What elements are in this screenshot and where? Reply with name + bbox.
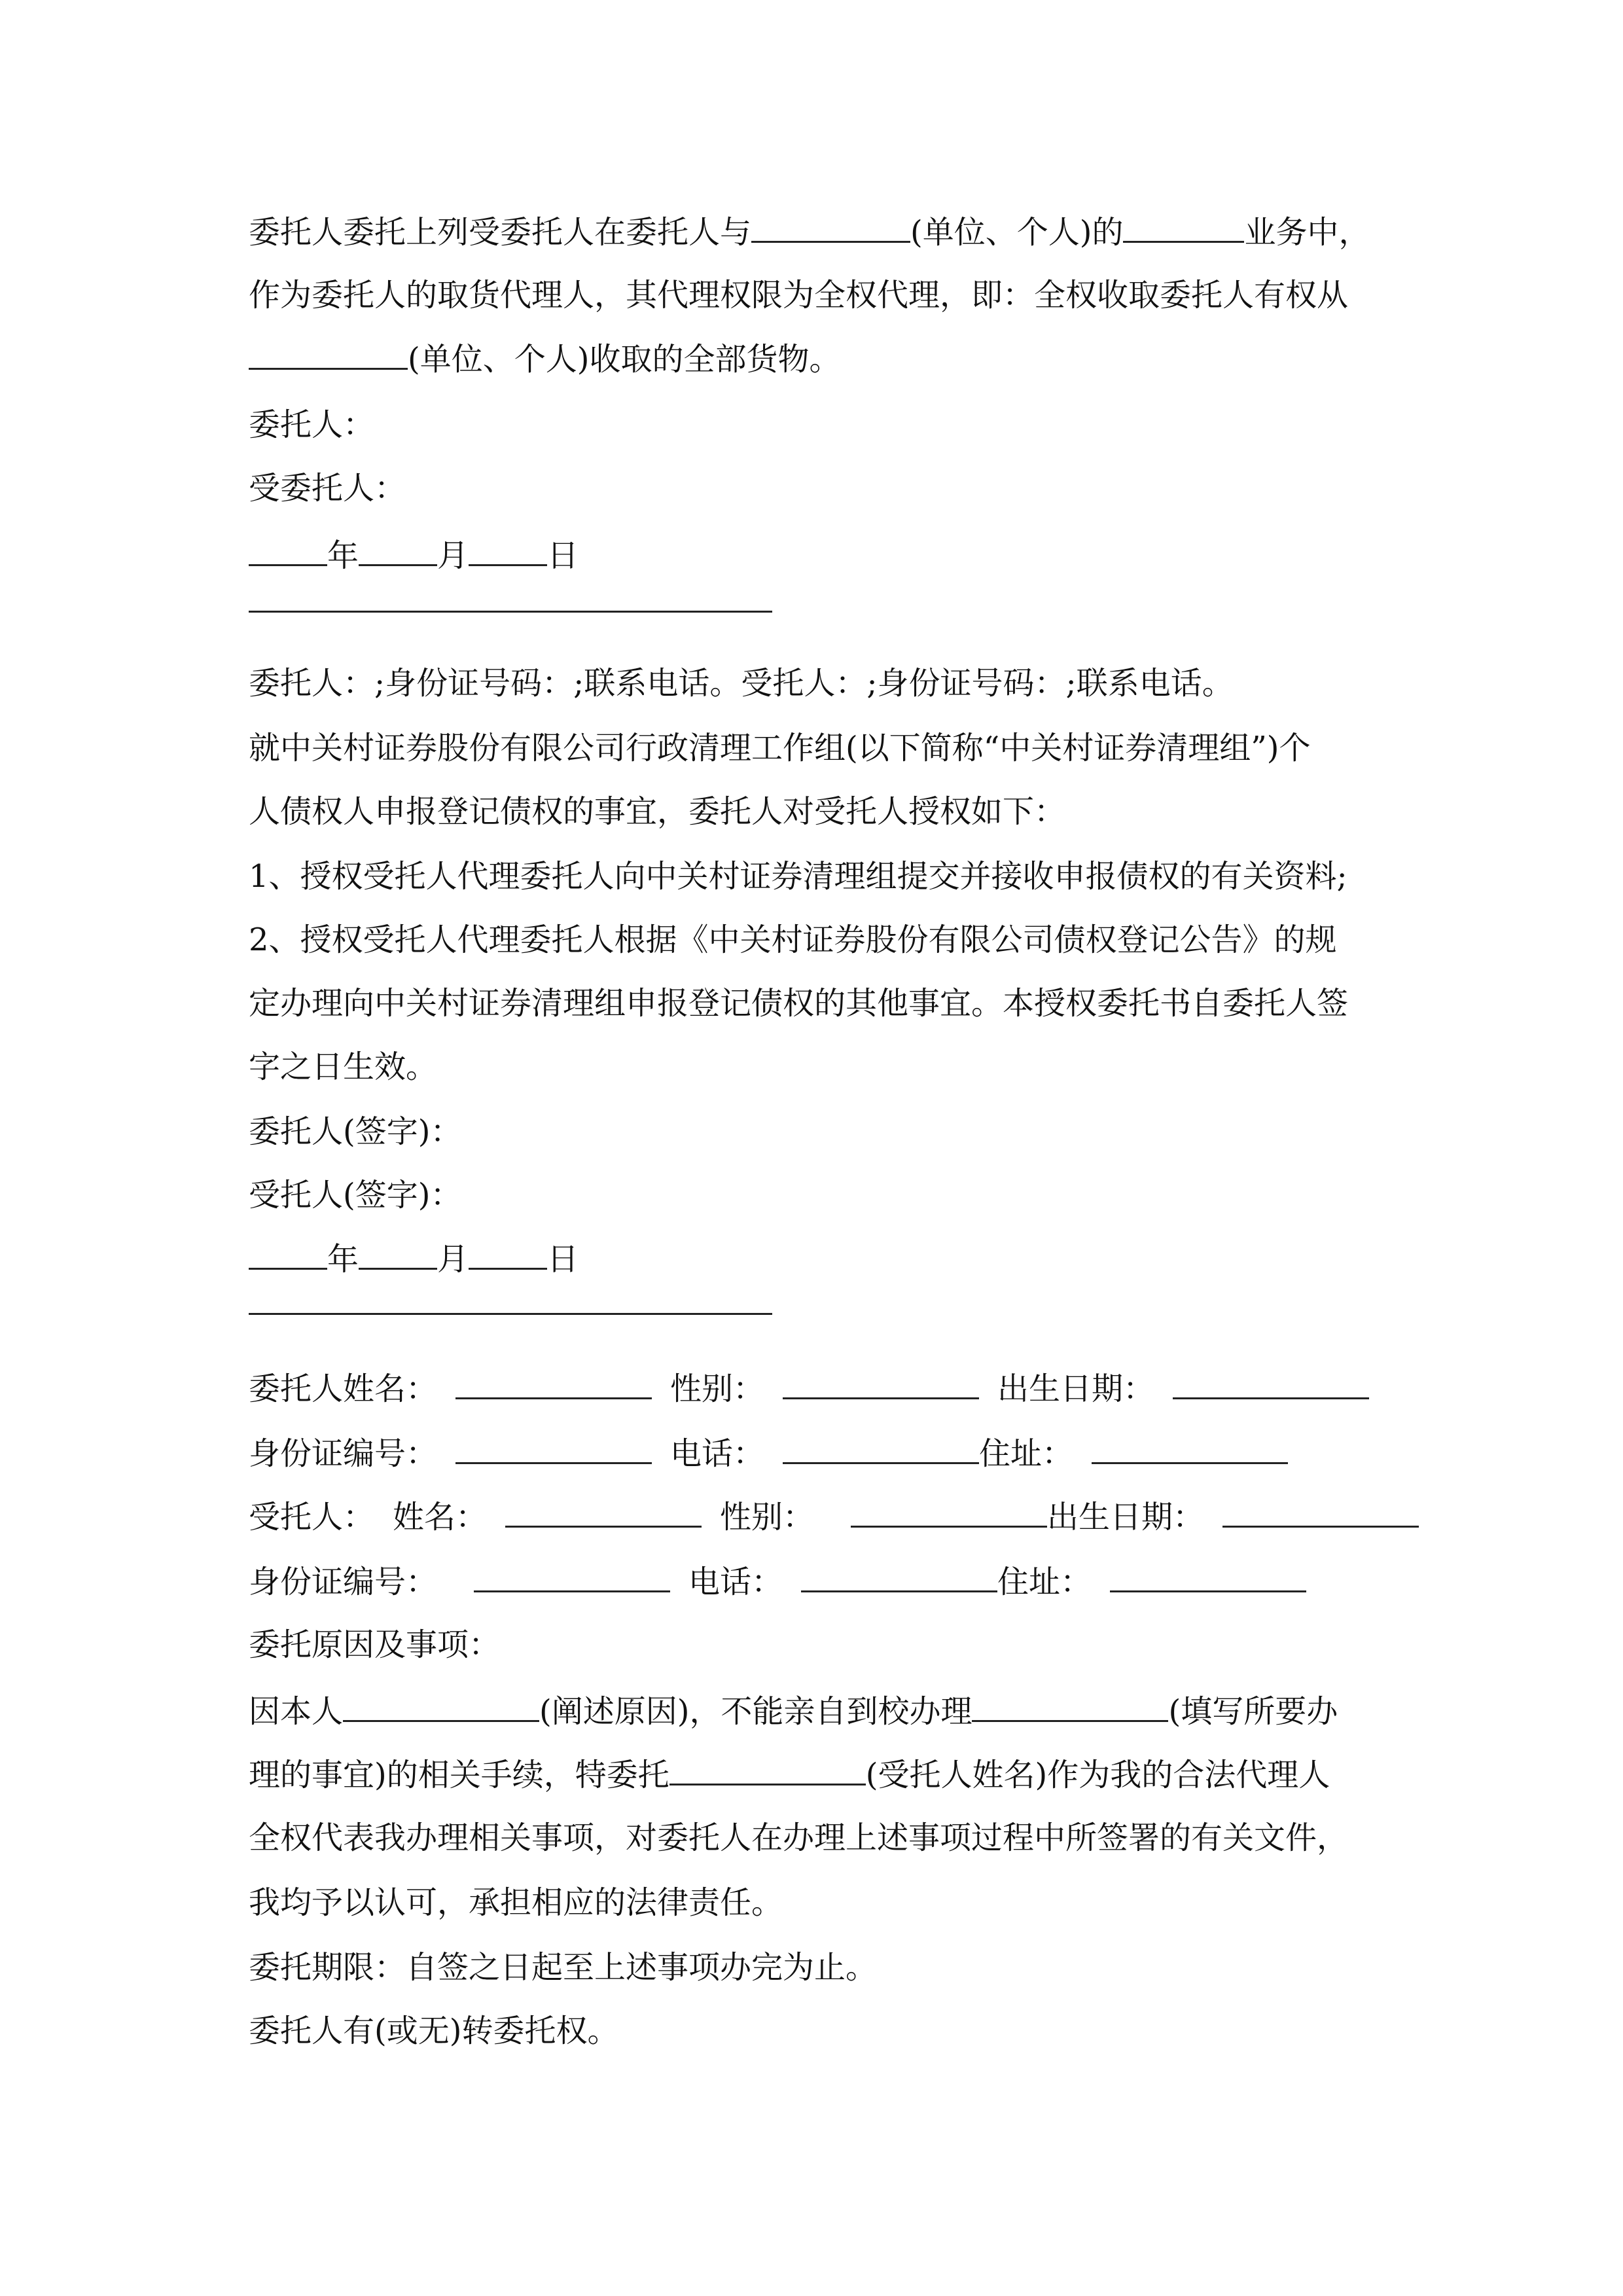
date-line	[249, 1239, 579, 1279]
text-line: 2、授权受托人代理委托人根据《中关村证券股份有限公司债权登记公告》的规	[249, 922, 1337, 958]
year-label: 年	[327, 1241, 359, 1278]
date-line	[249, 535, 579, 575]
form-row	[249, 1562, 1306, 1602]
form-row	[249, 1433, 1288, 1473]
blank-field[interactable]	[249, 339, 408, 370]
id-field[interactable]	[474, 1562, 670, 1592]
label: 电话：	[688, 1564, 783, 1600]
divider	[249, 611, 772, 613]
agent-name-blank[interactable]	[669, 1755, 866, 1785]
text-line	[249, 1691, 1338, 1731]
birth-field[interactable]	[1222, 1497, 1419, 1528]
gender-field[interactable]	[783, 1369, 979, 1399]
principal-name-field[interactable]	[455, 1369, 652, 1399]
divider	[249, 1313, 772, 1315]
day-blank[interactable]	[469, 535, 547, 566]
form-row	[249, 1497, 1419, 1537]
text-line	[249, 1755, 1330, 1795]
text-line	[249, 212, 1370, 252]
matter-blank[interactable]	[972, 1691, 1168, 1722]
term-line: 委托期限：自签之日起至上述事项办完为止。	[249, 1949, 878, 1986]
text-line: 定办理向中关村证券清理组申报登记债权的其他事宜。本授权委托书自委托人签	[249, 985, 1349, 1022]
text: (阐述原因)，不能亲自到校办理	[539, 1693, 972, 1730]
phone-field[interactable]	[783, 1433, 979, 1464]
year-label: 年	[327, 537, 359, 574]
day-blank[interactable]	[469, 1239, 547, 1270]
agent-name-field[interactable]	[505, 1497, 702, 1528]
gender-field[interactable]	[851, 1497, 1047, 1528]
text-line: 人债权人申报登记债权的事宜，委托人对受托人授权如下：	[249, 793, 1066, 830]
label: 受托人：	[249, 1499, 375, 1535]
day-label: 日	[547, 537, 579, 574]
text: (单位、个人)的	[910, 214, 1124, 251]
label: 住址：	[979, 1435, 1074, 1472]
principal-label: 委托人：	[249, 406, 375, 443]
text-line	[249, 339, 840, 379]
address-field[interactable]	[1110, 1562, 1306, 1592]
blank-field[interactable]	[751, 212, 910, 243]
label: 电话：	[670, 1435, 765, 1472]
text-line: 1、授权受托人代理委托人向中关村证券清理组提交并接收申报债权的有关资料;	[249, 858, 1347, 895]
text-line: 我均予以认可，承担相应的法律责任。	[249, 1884, 783, 1921]
month-blank[interactable]	[359, 535, 437, 566]
subdelegate-line: 委托人有(或无)转委托权。	[249, 2013, 619, 2049]
month-blank[interactable]	[359, 1239, 437, 1270]
month-label: 月	[437, 537, 469, 574]
label: 住址：	[997, 1564, 1092, 1600]
label: 委托人姓名：	[249, 1371, 438, 1407]
text-line: 委托人：;身份证号码：;联系电话。受托人：;身份证号码：;联系电话。	[249, 665, 1234, 702]
form-row	[249, 1369, 1369, 1408]
text-line: 字之日生效。	[249, 1049, 438, 1085]
year-blank[interactable]	[249, 535, 327, 566]
label: 姓名：	[393, 1499, 488, 1535]
reason-blank[interactable]	[343, 1691, 539, 1722]
id-field[interactable]	[455, 1433, 652, 1464]
address-field[interactable]	[1092, 1433, 1288, 1464]
text: 因本人	[249, 1693, 344, 1730]
text: (受托人姓名)作为我的合法代理人	[865, 1757, 1330, 1793]
day-label: 日	[547, 1241, 579, 1278]
label: 出生日期：	[997, 1371, 1155, 1407]
label: 身份证编号：	[249, 1564, 438, 1600]
birth-field[interactable]	[1173, 1369, 1369, 1399]
text: (单位、个人)收取的全部货物。	[408, 341, 841, 378]
text: 委托人委托上列受委托人在委托人与	[249, 214, 752, 251]
year-blank[interactable]	[249, 1239, 327, 1270]
label: 性别：	[670, 1371, 765, 1407]
month-label: 月	[437, 1241, 469, 1278]
blank-field[interactable]	[1123, 212, 1244, 243]
text: 理的事宜)的相关手续，特委托	[249, 1757, 669, 1793]
agent-sign-label: 受托人(签字)：	[249, 1177, 462, 1213]
text-line: 就中关村证券股份有限公司行政清理工作组(以下简称“中关村证券清理组”)个	[249, 730, 1311, 766]
phone-field[interactable]	[801, 1562, 997, 1592]
principal-sign-label: 委托人(签字)：	[249, 1113, 462, 1150]
reason-title: 委托原因及事项：	[249, 1626, 501, 1663]
agent-label: 受委托人：	[249, 470, 406, 507]
text: 业务中，	[1244, 214, 1370, 251]
label: 身份证编号：	[249, 1435, 438, 1472]
text-line: 作为委托人的取货代理人，其代理权限为全权代理，即：全权收取委托人有权从	[249, 277, 1349, 314]
text-line: 全权代表我办理相关事项，对委托人在办理上述事项过程中所签署的有关文件，	[249, 1820, 1349, 1856]
text: (填写所要办	[1168, 1693, 1338, 1730]
label: 出生日期：	[1047, 1499, 1205, 1535]
label: 性别：	[720, 1499, 815, 1535]
